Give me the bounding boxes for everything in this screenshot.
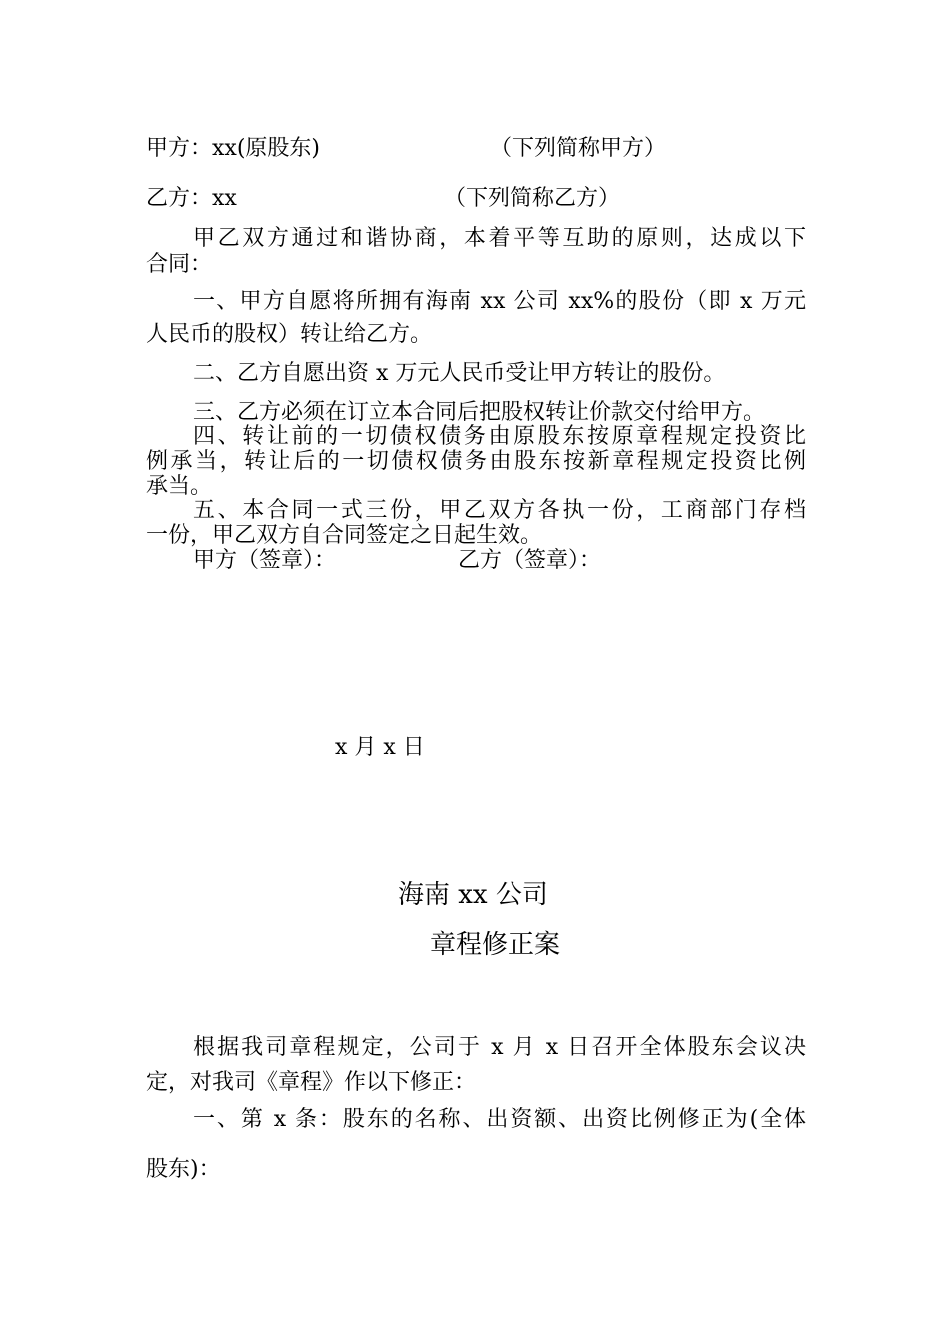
clause-3: 三、乙方必须在订立本合同后把股权转让价款交付给甲方。 [193, 400, 766, 425]
amendment-article-line-1: 一、第 x 条：股东的名称、出资额、出资比例修正为(全体 [193, 1107, 806, 1132]
party-b-label: 乙方：xx [146, 186, 237, 211]
clause-1-line-1: 一、甲方自愿将所拥有海南 xx 公司 xx%的股份（即 x 万元 [193, 289, 806, 314]
party-a-note: （下列简称甲方） [490, 136, 667, 161]
party-b-note: （下列简称乙方） [444, 186, 621, 211]
contract-intro-line-2: 合同： [146, 252, 213, 277]
clause-4-line-1: 四、转让前的一切债权债务由原股东按原章程规定投资比 [193, 424, 806, 449]
party-a-label: 甲方：xx(原股东) [146, 136, 320, 161]
amendment-title: 章程修正案 [430, 930, 561, 960]
party-b-signature: 乙方（签章）： [458, 548, 602, 573]
amendment-intro-line-2: 定，对我司《章程》作以下修正： [146, 1070, 477, 1095]
clause-5-line-1: 五、本合同一式三份，甲乙双方各执一份，工商部门存档 [193, 498, 806, 523]
clause-1-line-2: 人民币的股权）转让给乙方。 [146, 322, 433, 347]
clause-5-line-2: 一份，甲乙双方自合同签定之日起生效。 [146, 523, 543, 548]
amendment-company-title: 海南 xx 公司 [398, 880, 548, 910]
contract-intro-line-1: 甲乙双方通过和谐协商，本着平等互助的原则，达成以下 [193, 226, 806, 251]
amendment-article-line-2: 股东)： [146, 1157, 221, 1182]
clause-4-line-3: 承当。 [146, 474, 213, 499]
amendment-intro-line-1: 根据我司章程规定，公司于 x 月 x 日召开全体股东会议决 [193, 1035, 806, 1060]
contract-date: x 月 x 日 [335, 735, 425, 760]
clause-2: 二、乙方自愿出资 x 万元人民币受让甲方转让的股份。 [193, 361, 726, 386]
party-a-signature: 甲方（签章）： [193, 548, 337, 573]
clause-4-line-2: 例承当，转让后的一切债权债务由股东按新章程规定投资比例 [146, 449, 806, 474]
